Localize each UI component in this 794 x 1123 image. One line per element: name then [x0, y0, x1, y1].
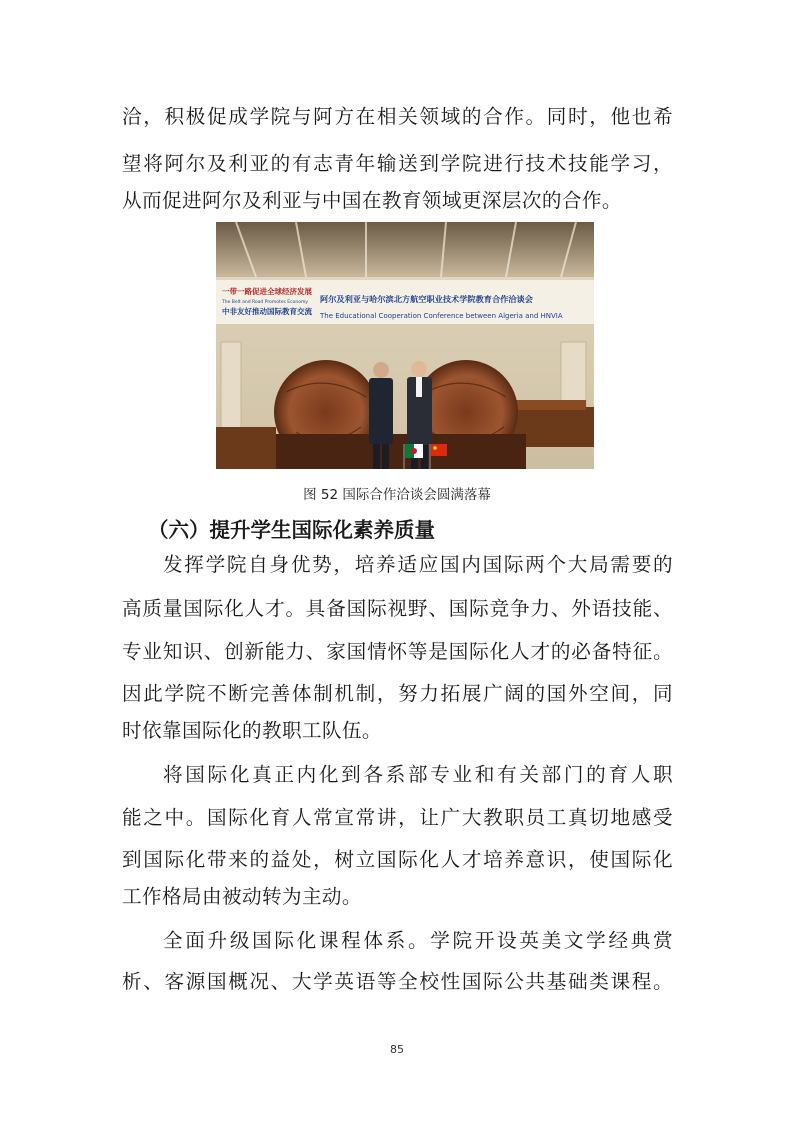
banner-left-line-1: 一带一路促进全球经济发展 — [222, 287, 312, 296]
p2-line-4: 工作格局由被动转为主动。 — [122, 885, 362, 908]
banner-left-line-3: 中非友好推动国际教育交流 — [222, 307, 312, 316]
figure-caption: 图 52 国际合作洽谈会圆满落幕 — [303, 487, 491, 503]
conference-photo-illustration — [216, 222, 594, 469]
conference-photo — [216, 222, 594, 469]
p3-line-1: 全面升级国际化课程体系。学院开设英美文学经典赏 — [163, 929, 673, 952]
p1-line-2: 高质量国际化人才。具备国际视野、国际竞争力、外语技能、 — [122, 597, 673, 620]
p2-line-1: 将国际化真正内化到各系部专业和有关部门的育人职 — [163, 763, 673, 786]
banner-right-english: The Educational Cooperation Conference between Algeria and HNVIA — [320, 312, 563, 320]
p2-line-3: 到国际化带来的益处，树立国际化人才培养意识，使国际化 — [122, 848, 673, 871]
banner-right-chinese: 阿尔及利亚与哈尔滨北方航空职业技术学院教育合作洽谈会 — [320, 294, 533, 304]
p2-line-2: 能之中。国际化育人常宣常讲，让广大教职员工真切地感受 — [122, 806, 673, 829]
intro-line-2: 望将阿尔及利亚的有志青年输送到学院进行技术技能学习， — [122, 152, 673, 175]
p1-line-3: 专业知识、创新能力、家国情怀等是国际化人才的必备特征。 — [122, 640, 673, 663]
page-number: 85 — [390, 1043, 404, 1056]
intro-line-3: 从而促进阿尔及利亚与中国在教育领域更深层次的合作。 — [122, 189, 622, 212]
intro-line-1: 洽，积极促成学院与阿方在相关领域的合作。同时，他也希 — [122, 105, 673, 128]
banner-left-line-2: The Belt and Road Promotes Economy — [222, 300, 309, 305]
p1-line-5: 时依靠国际化的教职工队伍。 — [122, 719, 382, 742]
p1-line-1: 发挥学院自身优势，培养适应国内国际两个大局需要的 — [163, 553, 673, 576]
p3-line-2: 析、客源国概况、大学英语等全校性国际公共基础类课程。 — [122, 970, 673, 993]
p1-line-4: 因此学院不断完善体制机制，努力拓展广阔的国外空间，同 — [122, 682, 673, 705]
section-heading: （六）提升学生国际化素养质量 — [148, 518, 435, 542]
